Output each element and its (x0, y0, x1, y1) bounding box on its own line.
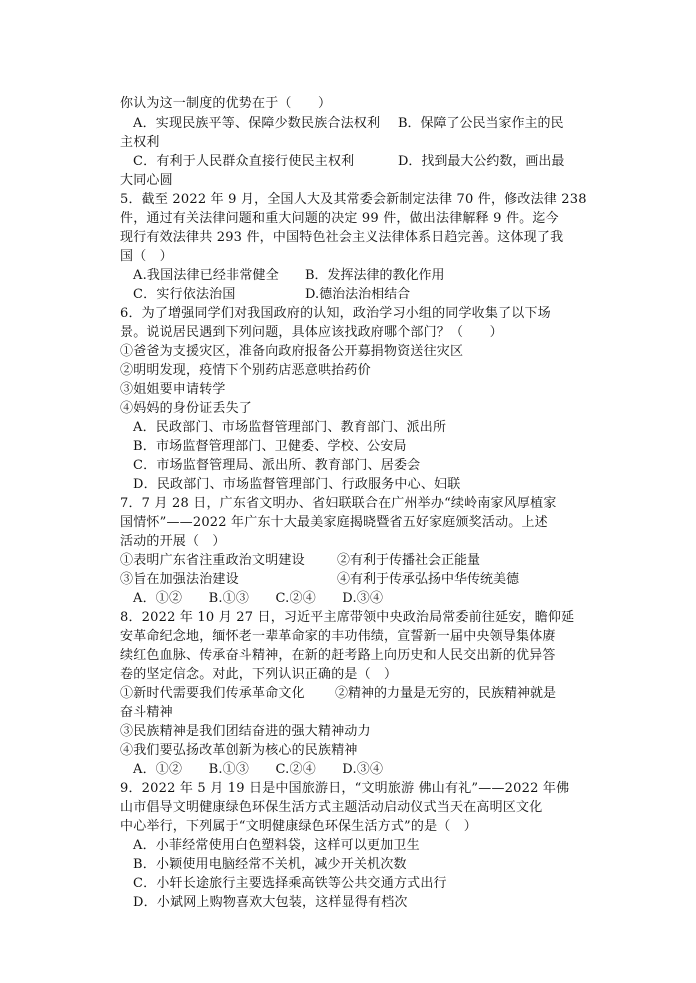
q8-stem-line: 续红色血脉、传承奋斗精神，在新的赶考路上向历史和人民交出新的优异答 (120, 648, 556, 663)
q6-stem-line: 6．为了增强同学们对我国政府的认知，政治学习小组的同学收集了以下场 (120, 306, 551, 321)
q5-option-d: D.德治法治相结合 (305, 287, 411, 302)
q7-item-3: ③旨在加强法治建设 (120, 572, 239, 587)
q7-stem-line: 活动的开展（ ） (120, 534, 226, 549)
q6-option-d: D．民政部门、市场监督管理部门、行政服务中心、妇联 (133, 477, 461, 492)
q4-stem-end: 你认为这一制度的优势在于（ ） (120, 96, 332, 111)
q8-options: A．①② B.①③ C.②④ D.③④ (133, 762, 384, 777)
q8-item-4: ④我们要弘扬改革创新为核心的民族精神 (120, 743, 358, 758)
q8-stem-line: 卷的坚定信念。对此，下列认识正确的是（ ） (120, 667, 398, 682)
q7-item-2: ②有利于传播社会正能量 (337, 553, 481, 568)
q5-option-b: B．发挥法律的教化作用 (305, 268, 445, 283)
q8-item-1: ①新时代需要我们传承革命文化 (120, 686, 305, 701)
q9-option-d: D．小斌网上购物喜欢大包装，这样显得有档次 (133, 895, 408, 910)
q9-stem-line: 9．2022 年 5 月 19 日是中国旅游日，“文明旅游 佛山有礼”——2022 年佛 (120, 781, 570, 796)
q4-option-a: A．实现民族平等、保障少数民族合法权利 (133, 116, 381, 131)
q9-stem-line: 山市倡导文明健康绿色环保生活方式主题活动启动仪式当天在高明区文化 (120, 800, 543, 815)
q6-option-c: C．市场监督管理局、派出所、教育部门、居委会 (133, 458, 421, 473)
q6-option-a: A．民政部门、市场监督管理部门、教育部门、派出所 (133, 420, 447, 435)
q6-stem-line: 景。说说居民遇到下列问题，具体应该找政府哪个部门？（ ） (120, 325, 503, 340)
q4-option-b: B．保障了公民当家作主的民 (398, 116, 564, 131)
q5-stem-line: 国（ ） (120, 249, 173, 264)
q7-stem-line: 7．7 月 28 日，广东省文明办、省妇联联合在广州举办“续岭南家风厚植家 (120, 496, 557, 511)
q9-option-b: B．小颖使用电脑经常不关机，减少开关机次数 (133, 857, 407, 872)
q4-option-d-cont: 大同心圆 (120, 173, 173, 188)
q5-stem-line: 现行有效法律共 293 件，中国特色社会主义法律体系日趋完善。这体现了我 (120, 230, 564, 245)
q6-item: ④妈妈的身份证丢失了 (120, 401, 253, 416)
q4-option-d: D．找到最大公约数，画出最 (398, 154, 565, 169)
q7-options: A．①② B.①③ C.②④ D.③④ (133, 591, 384, 606)
q6-item: ①爸爸为支援灾区，准备向政府报备公开募捐物资送往灾区 (120, 344, 464, 359)
q8-item-3: ③民族精神是我们团结奋进的强大精神动力 (120, 724, 371, 739)
q5-option-a: A.我国法律已经非常健全 (133, 268, 279, 283)
q7-item-4: ④有利于传承弘扬中华传统美德 (337, 572, 520, 587)
q6-item: ②明明发现，疫情下个别药店恶意哄抬药价 (120, 363, 371, 378)
q5-stem-line: 件，通过有关法律问题和重大问题的决定 99 件，做出法律解释 9 件。迄今 (120, 211, 559, 226)
q9-option-c: C．小轩长途旅行主要选择乘高铁等公共交通方式出行 (133, 876, 447, 891)
q6-option-b: B．市场监督管理部门、卫健委、学校、公安局 (133, 439, 407, 454)
q4-option-b-cont: 主权利 (120, 135, 160, 150)
q8-item-2-cont: 奋斗精神 (120, 705, 173, 720)
q8-stem-line: 安革命纪念地，缅怀老一辈革命家的丰功伟绩，宣誓新一届中央领导集体赓 (120, 629, 556, 644)
q4-option-c: C．有利于人民群众直接行使民主权利 (133, 154, 355, 169)
q9-stem-line: 中心举行，下列属于“文明健康绿色环保生活方式”的是（ ） (120, 819, 477, 834)
q8-stem-line: 8．2022 年 10 月 27 日，习近平主席带领中央政治局常委前往延安，瞻仰延 (120, 610, 575, 625)
q9-option-a: A．小菲经常使用白色塑料袋，这样可以更加卫生 (133, 838, 420, 853)
q5-option-c: C．实行依法治国 (133, 287, 236, 302)
q6-item: ③姐姐要申请转学 (120, 382, 226, 397)
q8-item-2: ②精神的力量是无穷的，民族精神就是 (335, 686, 557, 701)
q7-stem-line: 国情怀”——2022 年广东十大最美家庭揭晓暨省五好家庭颁奖活动。上述 (120, 515, 548, 530)
q7-item-1: ①表明广东省注重政治文明建设 (120, 553, 305, 568)
q5-stem-line: 5．截至 2022 年 9 月，全国人大及其常委会新制定法律 70 件，修改法律 238 (120, 192, 587, 207)
